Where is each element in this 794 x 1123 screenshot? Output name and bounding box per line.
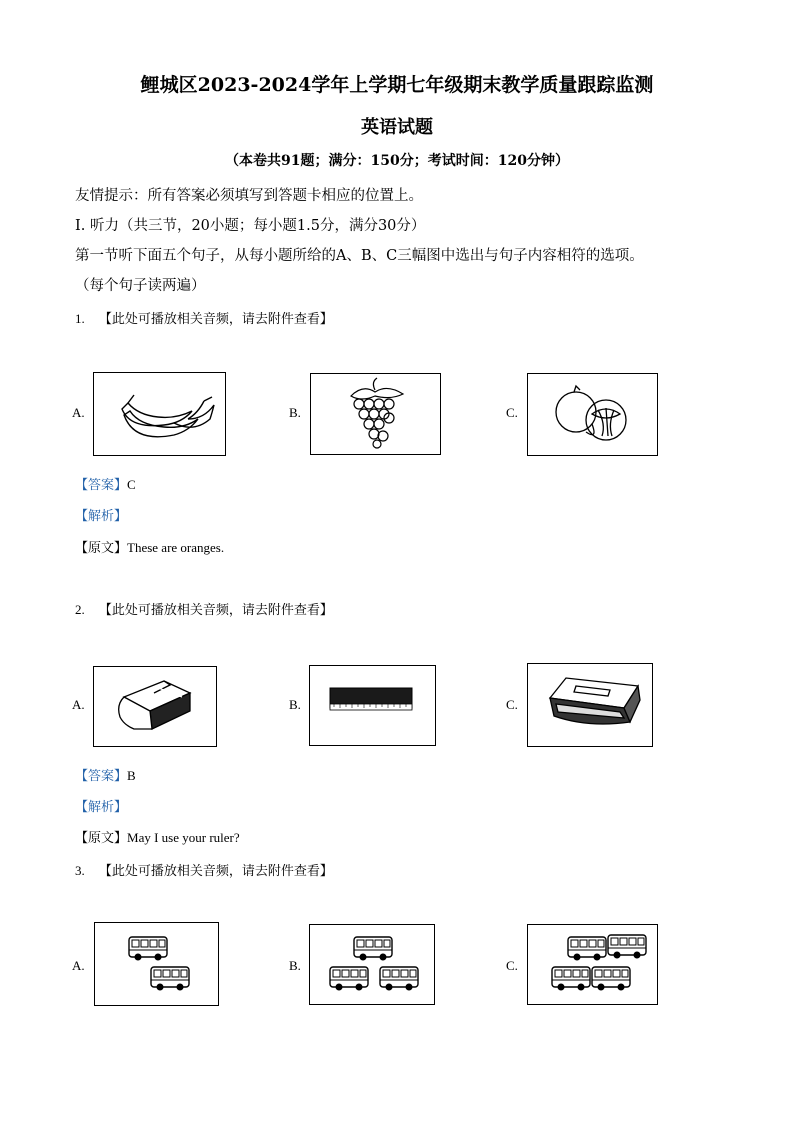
- bus-icon: [354, 937, 392, 961]
- original-label: 【原文】: [75, 831, 128, 846]
- bananas-icon[interactable]: [93, 372, 226, 456]
- repeat-note: （每个句子读两遍）: [75, 278, 206, 294]
- option-c-label: C.: [506, 405, 518, 420]
- answer-label: 【答案】: [75, 478, 128, 493]
- original-1: [75, 537, 224, 556]
- analysis-1: [75, 505, 127, 524]
- original-text: These are oranges.: [127, 540, 225, 555]
- answer-1: [75, 474, 136, 493]
- bus-icon: [151, 967, 189, 991]
- four-buses-icon[interactable]: [527, 924, 658, 1005]
- audio-prompt[interactable]: 【此处可播放相关音频，请去附件查看】: [98, 603, 333, 618]
- option-b-label: B.: [289, 697, 301, 712]
- question-2-prompt: [75, 599, 333, 618]
- original-text: May I use your ruler?: [127, 830, 240, 845]
- two-buses-icon[interactable]: [94, 922, 219, 1006]
- option-b-label: B.: [289, 958, 301, 973]
- bus-icon: [129, 937, 167, 961]
- tip-line: 友情提示：所有答案必须填写到答题卡相应的位置上。: [75, 188, 423, 204]
- option-a-label: A.: [72, 697, 85, 712]
- grapes-icon[interactable]: [310, 373, 441, 455]
- question-number: 3.: [75, 863, 85, 878]
- option-a-label: A.: [72, 405, 85, 420]
- exam-subtitle: 英语试题: [361, 117, 433, 138]
- original-2: [75, 827, 240, 846]
- three-buses-icon[interactable]: [309, 924, 435, 1005]
- option-c-label: C.: [506, 697, 518, 712]
- audio-prompt[interactable]: 【此处可播放相关音频，请去附件查看】: [98, 312, 333, 327]
- answer-value: C: [127, 477, 136, 492]
- option-b-label: B.: [289, 405, 301, 420]
- eraser-icon[interactable]: [93, 666, 217, 747]
- question-3-prompt: [75, 860, 333, 879]
- exam-info: （本卷共91题；满分：150分；考试时间：120分钟）: [225, 153, 569, 169]
- audio-prompt[interactable]: 【此处可播放相关音频，请去附件查看】: [98, 864, 333, 879]
- exam-title: 鲤城区2023-2024学年上学期七年级期末教学质量跟踪监测: [140, 74, 654, 96]
- oranges-icon[interactable]: [527, 373, 658, 456]
- analysis-2: [75, 796, 127, 815]
- section-heading: Ⅰ. 听力（共三节，20小题；每小题1.5分，满分30分）: [75, 218, 426, 234]
- question-1-prompt: [75, 308, 333, 327]
- bus-icon: [552, 967, 590, 991]
- answer-value: B: [127, 768, 136, 783]
- bus-icon: [608, 935, 646, 959]
- question-number: 1.: [75, 311, 85, 326]
- ruler-icon[interactable]: [309, 665, 436, 746]
- answer-label: 【答案】: [75, 769, 128, 784]
- option-c-label: C.: [506, 958, 518, 973]
- original-label: 【原文】: [75, 541, 128, 556]
- pencil-case-icon[interactable]: [527, 663, 653, 747]
- question-number: 2.: [75, 602, 85, 617]
- bus-icon: [380, 967, 418, 991]
- analysis-label: 【解析】: [75, 800, 128, 815]
- analysis-label: 【解析】: [75, 509, 128, 524]
- instruction-line: 第一节听下面五个句子，从每小题所给的A、B、C三幅图中选出与句子内容相符的选项。: [75, 248, 644, 264]
- bus-icon: [330, 967, 368, 991]
- bus-icon: [592, 967, 630, 991]
- bus-icon: [568, 937, 606, 961]
- answer-2: [75, 765, 136, 784]
- option-a-label: A.: [72, 958, 85, 973]
